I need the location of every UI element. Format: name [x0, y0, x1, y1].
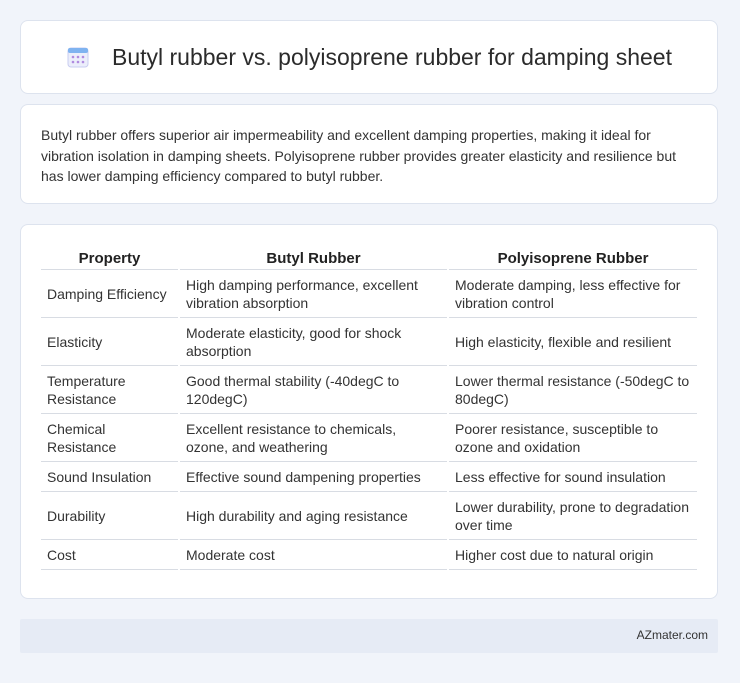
table-row [41, 320, 697, 366]
butyl-cell: Good thermal stability (-40degC to 120degC) [180, 368, 447, 414]
table-header-row [41, 247, 697, 270]
column-header-property: Property [41, 247, 178, 270]
comparison-table [39, 245, 699, 572]
polyisoprene-cell: Less effective for sound insulation [449, 464, 697, 492]
table-row [41, 542, 697, 570]
page-title: Butyl rubber vs. polyisoprene rubber for damping sheet [112, 43, 672, 70]
property-cell: Sound Insulation [41, 464, 178, 492]
polyisoprene-cell: Moderate damping, less effective for vibration control [449, 272, 697, 318]
table-row [41, 464, 697, 492]
title-card [20, 20, 718, 94]
property-cell: Elasticity [41, 320, 178, 366]
butyl-cell: Excellent resistance to chemicals, ozone, and weathering [180, 416, 447, 462]
property-cell: Cost [41, 542, 178, 570]
butyl-cell: Moderate cost [180, 542, 447, 570]
butyl-cell: Effective sound dampening properties [180, 464, 447, 492]
comparison-table-card [20, 224, 718, 599]
table-row [41, 494, 697, 540]
summary-card [20, 104, 718, 204]
calendar-icon [66, 45, 90, 69]
footer [20, 619, 718, 653]
polyisoprene-cell: Poorer resistance, susceptible to ozone and oxidation [449, 416, 697, 462]
butyl-cell: High durability and aging resistance [180, 494, 447, 540]
column-header-butyl: Butyl Rubber [180, 247, 447, 270]
polyisoprene-cell: Higher cost due to natural origin [449, 542, 697, 570]
column-header-polyisoprene: Polyisoprene Rubber [449, 247, 697, 270]
table-row [41, 272, 697, 318]
butyl-cell: Moderate elasticity, good for shock absorption [180, 320, 447, 366]
table-row [41, 416, 697, 462]
table-row [41, 368, 697, 414]
property-cell: Chemical Resistance [41, 416, 178, 462]
summary-text: Butyl rubber offers superior air impermeability and excellent damping properties, making it ideal for vibration isolation in damping sheets. Polyisoprene rubber provides greater elasticity and resilience but has lower damping efficiency compared to butyl rubber. [41, 127, 677, 184]
footer-brand: AZmater.com [636, 628, 708, 642]
polyisoprene-cell: High elasticity, flexible and resilient [449, 320, 697, 366]
polyisoprene-cell: Lower thermal resistance (-50degC to 80degC) [449, 368, 697, 414]
property-cell: Durability [41, 494, 178, 540]
property-cell: Temperature Resistance [41, 368, 178, 414]
property-cell: Damping Efficiency [41, 272, 178, 318]
polyisoprene-cell: Lower durability, prone to degradation over time [449, 494, 697, 540]
butyl-cell: High damping performance, excellent vibration absorption [180, 272, 447, 318]
